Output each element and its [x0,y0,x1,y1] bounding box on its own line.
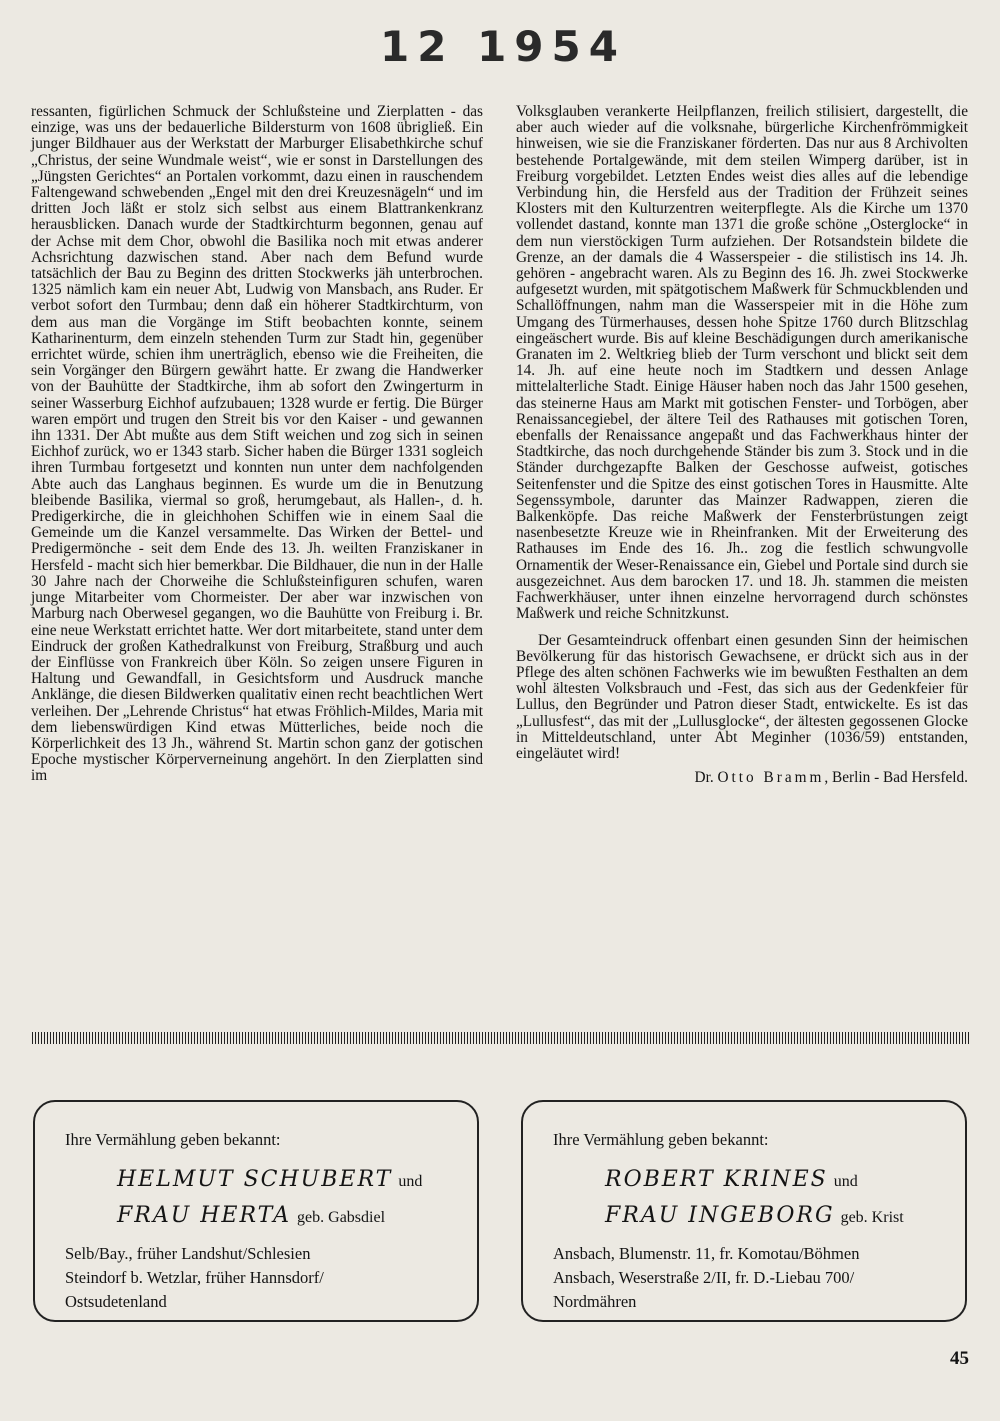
and-word: und [398,1173,423,1190]
address-line: Ansbach, Weserstraße 2/II, fr. D.-Liebau 700/ [553,1268,855,1287]
groom-name: HELMUT SCHUBERT [117,1167,393,1192]
handwritten-date-note: 12 1954 [380,22,626,71]
announcement-intro: Ihre Vermählung geben bekannt: [65,1130,281,1149]
couple-names [117,1162,463,1234]
article-paragraph: ressanten, figürlichen Schmuck der Schlußsteine und Zierplatten - das einzige, was uns der bedauerliche Bildersturm von 1608 übrigließ. Ein junger Bildhauer aus der Werkstatt der Marburger Elisabethkirche schuf „Christus, der seine Wundmale weist“, wie er sonst in Darstellungen des „Jüngsten Gerichtes“ an Portalen vorkommt, dazu einen in rauschendem Faltengewand schwebenden „Engel mit den drei Kreuzesnägeln“ und im dritten Joch läßt er stolz sich selbst aus einem Blattrankenkranz herausblicken. Danach wurde der Stadtkirchturm begonnen, genau auf der Achse mit dem Chor, obwohl die Basilika noch mit etwas anderer Achsrichtung dazwischen stand. Aber nach dem Befund wurde tatsächlich der Bau zu Beginn des dritten Stockwerks jäh unterbrochen. 1325 nämlich kam ein neuer Abt, Ludwig von Mansbach, ans Ruder. Er verbot sofort den Turmbau; denn daß ein höherer Stadtkirchturm, von dem aus man die Vorgänge im Stift beobachten konnte, seinem Katharinenturm, dem einzeln stehenden Turm zur Stadt hin, gegenüber errichtet würde, schien ihm unerträglich, ebenso wie die Freiheiten, die sein Vorgänger den Bürgern gewährt hatte. Er zwang die Handwerker von der Bauhütte der Stadtkirche, ihm ab sofort den Zwingerturm in seiner Wasserburg Eichhof aufzubauen; 1328 wurde er fertig. Die Bürger waren empört und trugen den Streit bis vor den Kaiser - und gewannen ihn 1331. Der Abt mußte aus dem Stift weichen und zog sich in seinen Eichhof zurück, wo er 1343 starb. Sicher haben die Bürger 1331 sogleich ihren Turmbau fortgesetzt und konnten nun unter dem nachfolgenden Abte auch das Langhaus beginnen. Es wurde um die in Benutzung bleibende Basilika, viermal so groß, herumgebaut, als Hallen-, d. h. Predigerkirche, die in gleichhohen Schiffen wie in einem Saal die Gemeinde um die Kanzel versammelte. Das Wirken der Bettel- und Predigermönche - seit dem Ende des 13. Jh. weilten Franziskaner in Hersfeld - macht sich hier bemerkbar. Die Bildhauer, die nun in der Halle 30 Jahre nach der Chorweihe die Schlußsteinfiguren schufen, waren junge Mitarbeiter vom Chormeister. Der aber war inzwischen von Marburg nach Oberwesel gegangen, wo die Bauhütte von Freiburg i. Br. eine neue Werkstatt errichtet hatte. Wer dort mitarbeitete, stand unter dem Eindruck der großen Kathedralkunst von Freiburg, Straßburg und auch der Einflüsse von Frankreich über Köln. So zeigen unsere Figuren in Haltung und Gewandfall, in Gesichtsform und Ausdruck manche Anklänge, die diesen Bildwerken qualitativ einen recht beachtlichen Wert verleihen. Der „Lehrende Christus“ hat etwas Fröhlich-Mildes, Maria mit dem liebenswürdigen Kind etwas Mütterliches, beide noch die Körperlichkeit des 13 Jh., während St. Martin schon ganz der gotischen Epoche mystischer Körperverneinung angehört. In den Zierplatten sind im [31,103,483,785]
address-line: Ostsudetenland [65,1292,167,1311]
address-line: Nordmähren [553,1292,637,1311]
address-line: Selb/Bay., früher Landshut/Schlesien [65,1244,311,1263]
article-column-left [31,104,483,785]
wedding-announcement-box [33,1100,479,1322]
address-line: Steindorf b. Wetzlar, früher Hannsdorf/ [65,1268,324,1287]
address-block [65,1242,463,1314]
author-location: , Berlin - Bad Hersfeld. [824,769,968,787]
couple-names [605,1162,951,1234]
wedding-announcement-box [521,1100,967,1322]
author-name: Otto Bramm [717,769,825,787]
decorative-divider [32,1032,970,1044]
address-block [553,1242,951,1314]
article-column-right [516,104,968,786]
bride-name: FRAU INGEBORG [605,1203,835,1228]
maiden-name: geb. Krist [840,1209,904,1226]
announcement-intro: Ihre Vermählung geben bekannt: [553,1130,769,1149]
maiden-name: geb. Gabsdiel [297,1209,386,1226]
and-word: und [833,1173,858,1190]
author-title: Dr. [694,769,714,787]
article-paragraph-conclusion: Der Gesamteindruck offenbart einen gesunden Sinn der heimischen Bevölkerung für das historisch Gewachsene, er drückt sich aus in der Pflege des alten schönen Fachwerks wie im bewußten Festhalten an dem wohl ältesten Volksbrauch und -Fest, das sich aus der Gedenkfeier für Lullus, den Begründer und Patron dieser Stadt, entwickelte. Es ist das „Lullusfest“, das mit der „Lullusglocke“, der ältesten gegossenen Glocke in Mitteldeutschland, unter Abt Meginher (1036/59) entstanden, eingeläutet wird! [516,631,968,762]
address-line: Ansbach, Blumenstr. 11, fr. Komotau/Böhmen [553,1244,860,1263]
groom-name: ROBERT KRINES [605,1167,828,1192]
article-paragraph: Volksglauben verankerte Heilpflanzen, freilich stilisiert, dargestellt, die aber auch wieder auf die volksnahe, bürgerliche Kirchenfrömmigkeit hinweisen, wie sie die Franziskaner förderten. Das nur aus 8 Archivolten bestehende Portalgewände, mit dem steilen Wimperg darüber, ist in Freiburg vorgebildet. Letzten Endes weist dies alles auf die lebendige Verbindung hin, die Hersfeld aus der Tradition der Frühzeit seines Klosters mit den Kulturzentren weiterpflegte. Als die Kirche um 1370 vollendet dastand, konnte man 1371 die große schöne „Osterglocke“ in dem nun vierstöckigen Turm aufziehen. Der Rotsandstein bildete die Grenze, an der damals die 4 Wasserspeier - die stilistisch ins 14. Jh. gehören - angebracht waren. Als zu Beginn des 16. Jh. zwei Stockwerke aufgesetzt wurden, mit spätgotischem Maßwerk für Schmuckblenden und Schallöffnungen, nahm man die Wasserspeier mit in die Höhe zum Umgang des Türmerhauses, dessen hohe Spitze 1760 durch Blitzschlag eingeäschert wurde. Bis auf kleine Beschädigungen durch amerikanische Granaten im 2. Weltkrieg blieb der Turm verschont und blickt seit dem 14. Jh. auf eine heute noch im Stadtkern und dessen Anlage mittelalterliche Stadt. Einige Häuser haben noch das Jahr 1500 gesehen, das steinerne Haus am Markt mit gotischen Fenster- und Torbögen, aber Renaissancegiebel, der ältere Teil des Rathauses mit gotischen Toren, ebenfalls der Renaissance angepaßt und das Fachwerkhaus hinter der Stadtkirche, das noch durchgehende Ständer bis zum 3. Stock und in die Ständer durchgezapfte Balken der Geschosse aufweist, gotisches Seitenfenster und die Spitze des einst gotischen Tores in Hausmitte. Alte Segenssymbole, darunter das Mainzer Radwappen, zieren die Balkenköpfe. Das reiche Maßwerk der Fensterbrüstungen zeigt nasenbesetzte Kreuze wie in Rheinfranken. Mit der Erweiterung des Rathauses im Ende des 16. Jh.. zog die festlich schwungvolle Ornamentik der Weser-Renaissance ein, Giebel und Portale sind durch sie ausgezeichnet. Aus dem barocken 17. und 18. Jh. stammen die meisten Fachwerkhäuser, unter ihnen einzelne hervorragend durch schönstes Maßwerk und reiche Schnitzkunst. [516,103,968,623]
author-signature [516,770,968,786]
page-number: 45 [950,1348,969,1369]
bride-name: FRAU HERTA [117,1203,292,1228]
